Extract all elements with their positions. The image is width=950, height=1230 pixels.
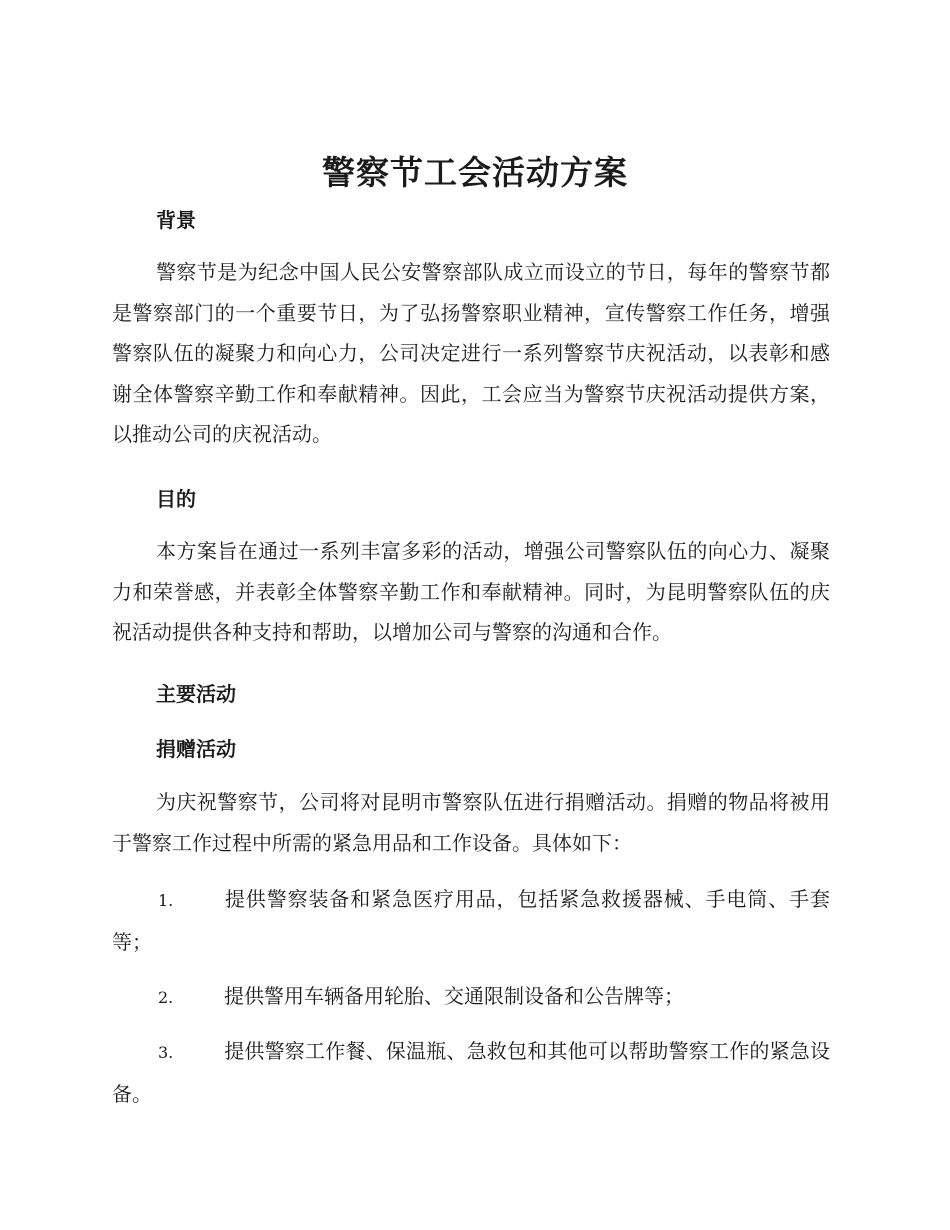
purpose-paragraph: 本方案旨在通过一系列丰富多彩的活动，增强公司警察队伍的向心力、凝聚力和荣誉感，并表彰全体警察辛勤工作和奉献精神。同时，为昆明警察队伍的庆祝活动提供各种支持和帮助，以增加公司与警察的沟通和合作。 bbox=[112, 539, 830, 644]
donation-paragraph: 为庆祝警察节，公司将对昆明市警察队伍进行捐赠活动。捐赠的物品将被用于警察工作过程中所需的紧急用品和工作设备。具体如下： bbox=[112, 790, 830, 855]
list-item-number: 3. bbox=[158, 1043, 174, 1062]
list-item-text: 提供警用车辆备用轮胎、交通限制设备和公告牌等； bbox=[224, 984, 684, 1008]
section-heading-purpose: 目的 bbox=[156, 487, 196, 511]
section-heading-background: 背景 bbox=[156, 208, 196, 232]
list-item bbox=[112, 1031, 830, 1114]
list-item-text: 提供警察工作餐、保温瓶、急救包和其他可以帮助警察工作的紧急设备。 bbox=[112, 1039, 830, 1106]
list-item-number: 1. bbox=[158, 891, 174, 910]
list-item bbox=[112, 879, 830, 962]
document-title: 警察节工会活动方案 bbox=[322, 153, 628, 192]
section-heading-main-activities: 主要活动 bbox=[156, 682, 236, 706]
list-item-number: 2. bbox=[158, 988, 174, 1007]
section-heading-donation: 捐赠活动 bbox=[156, 737, 236, 761]
list-item-text: 提供警察装备和紧急医疗用品，包括紧急救援器械、手电筒、手套等； bbox=[112, 887, 830, 954]
background-paragraph: 警察节是为纪念中国人民公安警察部队成立而设立的节日，每年的警察节都是警察部门的一个重要节日，为了弘扬警察职业精神，宣传警察工作任务，增强警察队伍的凝聚力和向心力，公司决定进行一系列警察节庆祝活动，以表彰和感谢全体警察辛勤工作和奉献精神。因此，工会应当为警察节庆祝活动提供方案，以推动公司的庆祝活动。 bbox=[112, 260, 830, 446]
list-item bbox=[112, 976, 830, 1019]
